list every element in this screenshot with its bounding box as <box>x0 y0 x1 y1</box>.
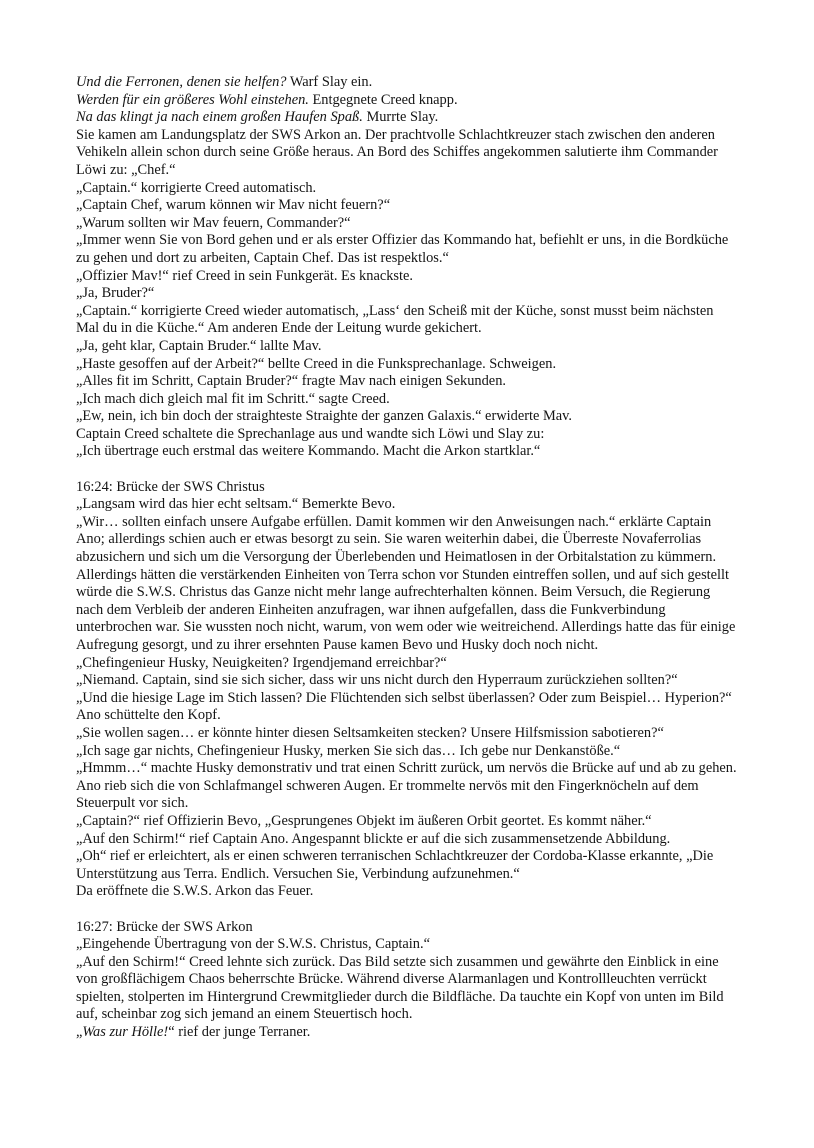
text-line <box>76 127 740 180</box>
line-text: „Haste gesoffen auf der Arbeit?“ bellte Creed in die Funksprechanlage. Schweigen. <box>76 355 557 372</box>
italic-speech: Und die Ferronen, denen sie helfen? <box>76 74 287 90</box>
line-text: Sie kamen am Landungsplatz der SWS Arkon an. Der prachtvolle Schlachtkreuzer stach zwischen den anderen Vehikeln allein schon durch seine Größe heraus. An Bord des Schiffes angekommen salutierte ihm Commander Löwi zu: „Chef.“ <box>76 126 718 178</box>
text-line <box>76 760 740 813</box>
line-text: „Chefingenieur Husky, Neuigkeiten? Irgendjemand erreichbar?“ <box>76 654 447 671</box>
line-text: „Ich sage gar nichts, Chefingenieur Husky, merken Sie sich das… Ich gebe nur Denkanstöße.“ <box>76 742 621 759</box>
line-text: „Captain.“ korrigierte Creed wieder automatisch, „Lass‘ den Scheiß mit der Küche, sonst musst beim nächsten Mal du in die Küche.“ Am anderen Ende der Leitung wurde gekichert. <box>76 302 714 337</box>
line-text: „Captain?“ rief Offizierin Bevo, „Gesprungenes Objekt im äußeren Orbit geortet. Es kommt näher.“ <box>76 812 652 829</box>
text-line <box>76 1024 740 1042</box>
text-line <box>76 426 740 444</box>
text-line <box>76 373 740 391</box>
line-text: „Niemand. Captain, sind sie sich sicher, dass wir uns nicht durch den Hyperraum zurückziehen sollten?“ <box>76 672 678 689</box>
text-line <box>76 74 740 92</box>
line-text: „Hmmm…“ machte Husky demonstrativ und trat einen Schritt zurück, um nervös die Brücke auf und ab zu gehen. Ano rieb sich die von Schlafmangel schweren Augen. Er trommelte nervös mit den Fingerknöcheln auf dem Steuerpult vor sich. <box>76 760 737 812</box>
line-text: „Wir… sollten einfach unsere Aufgabe erfüllen. Damit kommen wir den Anweisungen nach.“ erklärte Captain Ano; allerdings schien auch er etwas besorgt zu sein. Sie waren weiterhin dabei, die Überreste Novaferrolias abzusichern und sich um die Versorgung der Überlebenden und Heimatlosen in der Orbitalstation zu kümmern. Allerdings hätten die verstärkenden Einheiten von Terra schon vor Stunden eintreffen sollen, und auf sich gestellt würde die S.W.S. Christus das Ganze nicht mehr lange aufrechterhalten können. Beim Versuch, die Regierung nach dem Verbleib der anderen Einheiten anzufragen, war ihnen aufgefallen, dass die Funkverbindung unterbrochen war. Sie wussten noch nicht, warum, von wem oder wie weitreichend. Allerdings hatte das für einige Aufregung gesorgt, und zu ihrer ersehnten Pause kamen Bevo und Husky doch noch nicht. <box>76 513 736 653</box>
line-text: „Sie wollen sagen… er könnte hinter diesen Seltsamkeiten stecken? Unsere Hilfsmission sabotieren?“ <box>76 724 664 741</box>
line-text: Murrte Slay. <box>362 109 439 126</box>
line-text: „Captain Chef, warum können wir Mav nicht feuern?“ <box>76 197 391 214</box>
line-text: „Warum sollten wir Mav feuern, Commander?“ <box>76 214 351 231</box>
line-text: Captain Creed schaltete die Sprechanlage aus und wandte sich Löwi und Slay zu: <box>76 425 545 442</box>
text-line <box>76 356 740 374</box>
text-line <box>76 725 740 743</box>
text-line <box>76 215 740 233</box>
text-line <box>76 479 740 497</box>
line-text: Da eröffnete die S.W.S. Arkon das Feuer. <box>76 883 314 900</box>
text-line <box>76 813 740 831</box>
text-line <box>76 391 740 409</box>
text-line <box>76 954 740 1024</box>
paragraph-gap <box>76 901 740 919</box>
line-text: “ rief der junge Terraner. <box>168 1024 311 1041</box>
line-text: „Alles fit im Schritt, Captain Bruder?“ fragte Mav nach einigen Sekunden. <box>76 373 506 390</box>
text-line <box>76 936 740 954</box>
line-text: „Auf den Schirm!“ Creed lehnte sich zurück. Das Bild setzte sich zusammen und gewährte den Einblick in eine von großflächigem Chaos beherrschte Brücke. Während diverse Alarmanlagen und Kontrollleuchten verrückt spielten, stolperten im Hintergrund Crewmitglieder durch die Bildfläche. Da tauchte ein Kopf von unten im Bild auf, scheinbar zog sich jemand an einem Steuertisch hoch. <box>76 953 724 1023</box>
text-line <box>76 443 740 461</box>
text-line <box>76 848 740 883</box>
text-line <box>76 655 740 673</box>
line-text: „Oh“ rief er erleichtert, als er einen schweren terranischen Schlachtkreuzer der Cordoba-Klasse erkannte, „Die Unterstützung aus Terra. Endlich. Versuchen Sie, Verbindung aufzunehmen.“ <box>76 848 714 882</box>
paragraph-gap <box>76 461 740 479</box>
line-text: „Und die hiesige Lage im Stich lassen? Die Flüchtenden sich selbst überlassen? Oder zum Beispiel… Hyperion?“ Ano schüttelte den Kopf. <box>76 689 732 724</box>
text-line <box>76 303 740 338</box>
line-text: „Immer wenn Sie von Bord gehen und er als erster Offizier das Kommando hat, befiehlt er uns, in die Bordküche zu gehen und dort zu arbeiten, Captain Chef. Das ist respektlos.“ <box>76 232 729 266</box>
line-text: „Ich mach dich gleich mal fit im Schritt.“ sagte Creed. <box>76 390 390 407</box>
text-line <box>76 408 740 426</box>
line-text: „Auf den Schirm!“ rief Captain Ano. Angespannt blickte er auf die sich zusammensetzende Abbildung. <box>76 830 671 847</box>
line-text: Entgegnete Creed knapp. <box>308 91 458 108</box>
quote-mark: „ <box>76 1024 83 1041</box>
text-line <box>76 232 740 267</box>
line-text: „Offizier Mav!“ rief Creed in sein Funkgerät. Es knackste. <box>76 267 413 284</box>
text-line <box>76 268 740 286</box>
line-text: Warf Slay ein. <box>286 74 373 90</box>
text-line <box>76 919 740 937</box>
line-text: „Captain.“ korrigierte Creed automatisch. <box>76 179 317 196</box>
text-line <box>76 672 740 690</box>
text-line <box>76 514 740 655</box>
text-line <box>76 338 740 356</box>
text-line <box>76 109 740 127</box>
italic-speech: Na das klingt ja nach einem großen Haufen Spaß. <box>76 109 363 126</box>
italic-speech: Was zur Hölle! <box>82 1024 169 1041</box>
line-text: „Ew, nein, ich bin doch der straighteste Straighte der ganzen Galaxis.“ erwiderte Mav. <box>76 408 573 425</box>
text-line <box>76 92 740 110</box>
line-text: „Eingehende Übertragung von der S.W.S. Christus, Captain.“ <box>76 936 430 953</box>
text-line <box>76 883 740 901</box>
line-text: „Ja, geht klar, Captain Bruder.“ lallte Mav. <box>76 337 322 354</box>
text-line <box>76 743 740 761</box>
text-line <box>76 831 740 849</box>
line-text: „Langsam wird das hier echt seltsam.“ Bemerkte Bevo. <box>76 496 396 513</box>
document-text <box>76 74 740 1042</box>
text-line <box>76 496 740 514</box>
text-line <box>76 197 740 215</box>
line-text: „Ja, Bruder?“ <box>76 285 155 302</box>
text-line <box>76 180 740 198</box>
italic-speech: Werden für ein größeres Wohl einstehen. <box>76 91 309 108</box>
line-text: „Ich übertrage euch erstmal das weitere Kommando. Macht die Arkon startklar.“ <box>76 443 541 460</box>
line-text: 16:24: Brücke der SWS Christus <box>76 478 265 495</box>
line-text: 16:27: Brücke der SWS Arkon <box>76 918 253 935</box>
text-line <box>76 285 740 303</box>
text-line <box>76 690 740 725</box>
